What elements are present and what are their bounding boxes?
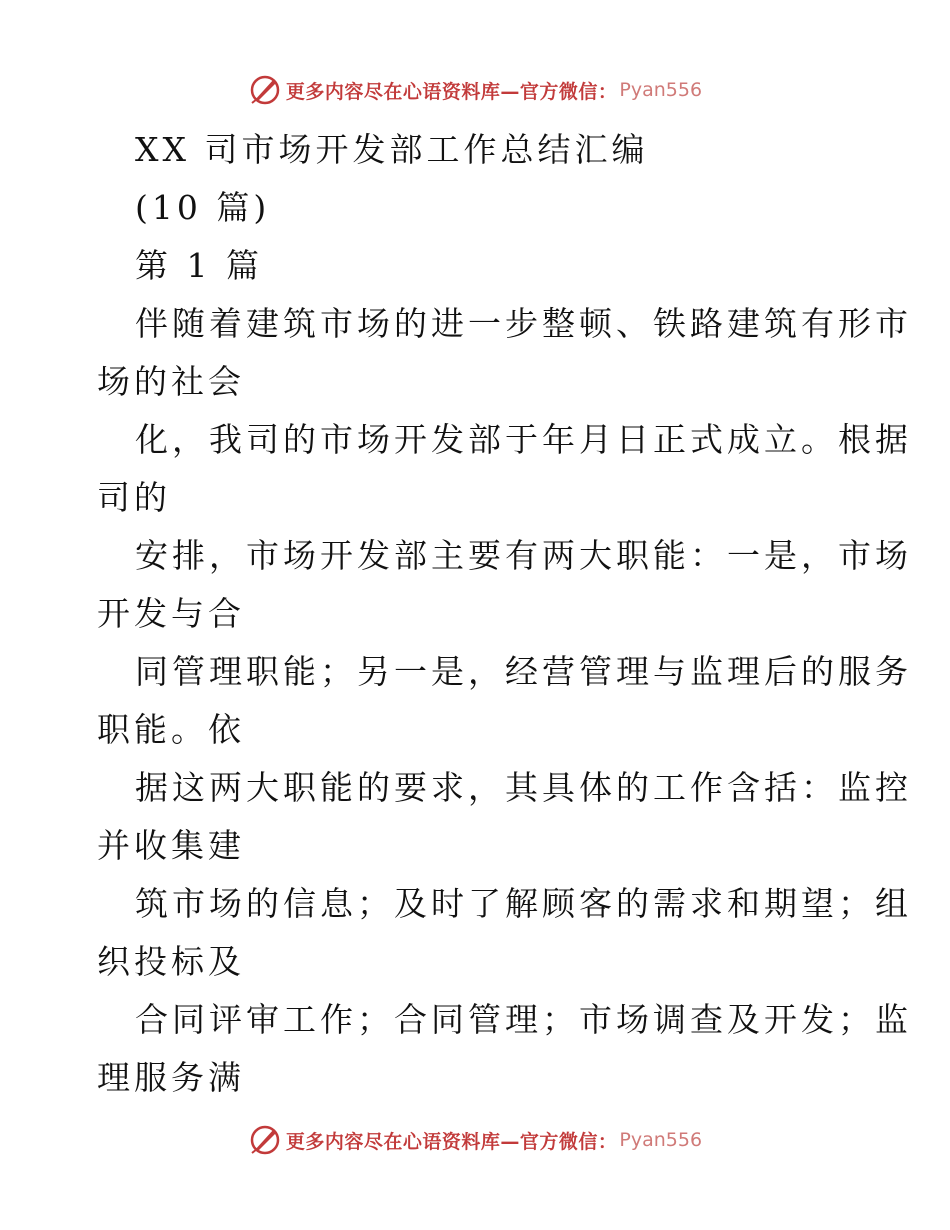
paragraph-line: 伴随着建筑市场的进一步整顿、铁路建筑有形市 xyxy=(135,304,912,343)
watermark-account: Pyan556 xyxy=(619,1129,703,1151)
paragraph-line: 织投标及 xyxy=(97,942,245,981)
section-heading: 第 1 篇 xyxy=(135,246,263,285)
paragraph-line: 开发与合 xyxy=(97,594,245,633)
paragraph-line: 理服务满 xyxy=(97,1058,245,1097)
document-title: XX 司市场开发部工作总结汇编 xyxy=(135,130,649,169)
paragraph-line: 据这两大职能的要求，其具体的工作含括：监控 xyxy=(135,768,912,807)
quill-logo-icon xyxy=(248,73,282,107)
watermark-text: 更多内容尽在心语资料库—官方微信： xyxy=(285,80,618,103)
watermark-text: 更多内容尽在心语资料库—官方微信： xyxy=(285,1130,618,1153)
document-subtitle: (10 篇) xyxy=(135,188,271,227)
paragraph-line: 化，我司的市场开发部于年月日正式成立。根据 xyxy=(135,420,912,459)
paragraph-line: 司的 xyxy=(97,478,171,517)
paragraph-line: 合同评审工作；合同管理；市场调查及开发；监 xyxy=(135,1000,912,1039)
paragraph-line: 安排，市场开发部主要有两大职能：一是，市场 xyxy=(135,536,912,575)
watermark-account: Pyan556 xyxy=(619,79,703,101)
paragraph-line: 职能。依 xyxy=(97,710,245,749)
paragraph-line: 并收集建 xyxy=(97,826,245,865)
paragraph-line: 同管理职能；另一是，经营管理与监理后的服务 xyxy=(135,652,912,691)
footer-watermark xyxy=(0,1120,950,1160)
header-watermark xyxy=(0,70,950,110)
paragraph-line: 筑市场的信息；及时了解顾客的需求和期望；组 xyxy=(135,884,912,923)
paragraph-line: 场的社会 xyxy=(97,362,245,401)
quill-logo-icon xyxy=(248,1123,282,1157)
